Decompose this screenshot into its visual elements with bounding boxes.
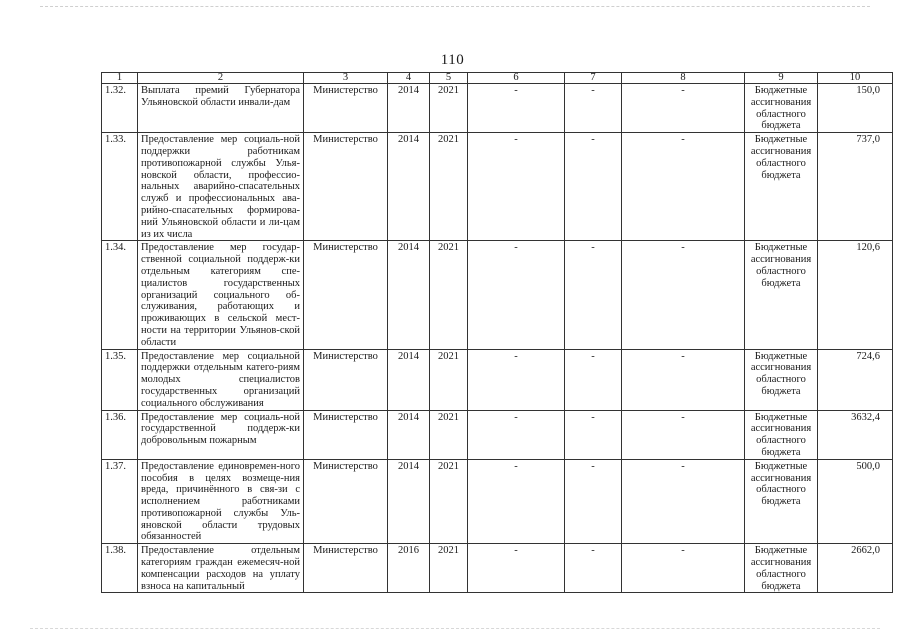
funding-source: Бюджетные ассигнования областного бюджета [745, 84, 818, 133]
row-number: 1.38. [102, 544, 138, 593]
column-6-value: - [468, 84, 565, 133]
column-6-value: - [468, 133, 565, 241]
column-number: 3 [304, 73, 388, 84]
executor: Министерство [304, 241, 388, 349]
measure-description: Предоставление отдельным категориям граждан ежемесяч-ной компенсации расходов на уплату взноса на капитальный [138, 544, 304, 593]
column-7-value: - [565, 459, 622, 544]
table-row [102, 84, 893, 133]
funding-amount: 737,0 [818, 133, 893, 241]
column-8-value: - [622, 84, 745, 133]
scan-artifact-top [40, 6, 870, 9]
start-year: 2016 [388, 544, 430, 593]
table-row [102, 241, 893, 349]
row-number: 1.37. [102, 459, 138, 544]
column-8-value: - [622, 133, 745, 241]
funding-source: Бюджетные ассигнования областного бюджета [745, 241, 818, 349]
column-number: 1 [102, 73, 138, 84]
column-7-value: - [565, 544, 622, 593]
column-number: 6 [468, 73, 565, 84]
end-year: 2021 [430, 349, 468, 410]
column-number: 4 [388, 73, 430, 84]
start-year: 2014 [388, 349, 430, 410]
row-number: 1.32. [102, 84, 138, 133]
page-number: 110 [440, 52, 465, 68]
column-number: 10 [818, 73, 893, 84]
measure-description: Предоставление мер социаль-ной государственной поддерж-ки добровольным пожарным [138, 410, 304, 459]
column-6-value: - [468, 241, 565, 349]
budget-table [101, 72, 893, 593]
executor: Министерство [304, 459, 388, 544]
column-number: 7 [565, 73, 622, 84]
measure-description: Предоставление мер государ-ственной социальной поддерж-ки отдельным категориям спе-циалистов государственных организаций социального об-служивания, работающих и проживающих в сельской мест-ности на территории Ульянов-ской области [138, 241, 304, 349]
column-6-value: - [468, 544, 565, 593]
column-6-value: - [468, 410, 565, 459]
executor: Министерство [304, 133, 388, 241]
column-8-value: - [622, 459, 745, 544]
row-number: 1.36. [102, 410, 138, 459]
funding-source: Бюджетные ассигнования областного бюджета [745, 349, 818, 410]
scan-artifact-bottom [30, 628, 880, 631]
column-7-value: - [565, 410, 622, 459]
column-7-value: - [565, 241, 622, 349]
table-row [102, 459, 893, 544]
column-7-value: - [565, 349, 622, 410]
start-year: 2014 [388, 84, 430, 133]
end-year: 2021 [430, 241, 468, 349]
column-8-value: - [622, 241, 745, 349]
end-year: 2021 [430, 84, 468, 133]
column-number: 8 [622, 73, 745, 84]
funding-source: Бюджетные ассигнования областного бюджета [745, 459, 818, 544]
funding-amount: 120,6 [818, 241, 893, 349]
measure-description: Предоставление единовремен-ного пособия в целях возмеще-ния вреда, причинённого в свя-зи с исполнением работниками противопожарной службы Уль-яновской области трудовых обязанностей [138, 459, 304, 544]
start-year: 2014 [388, 459, 430, 544]
column-7-value: - [565, 133, 622, 241]
executor: Министерство [304, 410, 388, 459]
funding-source: Бюджетные ассигнования областного бюджета [745, 410, 818, 459]
end-year: 2021 [430, 544, 468, 593]
funding-amount: 2662,0 [818, 544, 893, 593]
funding-amount: 500,0 [818, 459, 893, 544]
start-year: 2014 [388, 241, 430, 349]
column-8-value: - [622, 410, 745, 459]
row-number: 1.34. [102, 241, 138, 349]
table-row [102, 544, 893, 593]
table-row [102, 133, 893, 241]
funding-source: Бюджетные ассигнования областного бюджета [745, 544, 818, 593]
column-7-value: - [565, 84, 622, 133]
column-number: 5 [430, 73, 468, 84]
table-row [102, 410, 893, 459]
measure-description: Выплата премий Губернатора Ульяновской области инвали-дам [138, 84, 304, 133]
column-8-value: - [622, 544, 745, 593]
end-year: 2021 [430, 133, 468, 241]
end-year: 2021 [430, 459, 468, 544]
measure-description: Предоставление мер социальной поддержки отдельным катего-риям молодых специалистов государственных организаций социального обслуживания [138, 349, 304, 410]
measure-description: Предоставление мер социаль-ной поддержки работникам противопожарной службы Улья-новской области, профессио-нальных аварийно-спасательных служб и профессиональных ава-рийно-спасательных формирова-ний Ульяновской области и ли-цам из их числа [138, 133, 304, 241]
start-year: 2014 [388, 133, 430, 241]
start-year: 2014 [388, 410, 430, 459]
funding-source: Бюджетные ассигнования областного бюджета [745, 133, 818, 241]
column-8-value: - [622, 349, 745, 410]
executor: Министерство [304, 544, 388, 593]
column-number: 2 [138, 73, 304, 84]
column-6-value: - [468, 349, 565, 410]
row-number: 1.33. [102, 133, 138, 241]
row-number: 1.35. [102, 349, 138, 410]
executor: Министерство [304, 84, 388, 133]
end-year: 2021 [430, 410, 468, 459]
funding-amount: 150,0 [818, 84, 893, 133]
column-number-row [102, 73, 893, 84]
funding-amount: 3632,4 [818, 410, 893, 459]
executor: Министерство [304, 349, 388, 410]
column-number: 9 [745, 73, 818, 84]
column-6-value: - [468, 459, 565, 544]
table-row [102, 349, 893, 410]
funding-amount: 724,6 [818, 349, 893, 410]
